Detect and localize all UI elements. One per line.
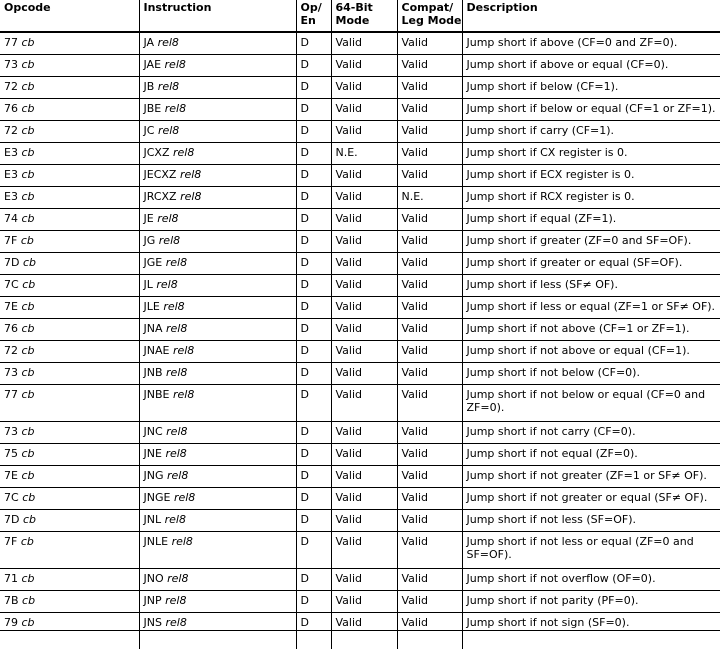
instruction-cell: [139, 591, 296, 613]
mnemonic: JC: [144, 124, 155, 137]
table-row: [0, 532, 720, 569]
mnemonic: JB: [144, 80, 155, 93]
mnemonic: JG: [144, 234, 156, 247]
operand: rel8: [159, 234, 180, 247]
opcode-byte: 72: [4, 80, 18, 93]
opcode-byte: 72: [4, 124, 18, 137]
table-row: [0, 422, 720, 444]
opcode-byte: 7C: [4, 278, 19, 291]
op-en-cell: D: [296, 532, 331, 569]
instruction-cell: [139, 488, 296, 510]
instruction-cell: [139, 532, 296, 569]
opcode-byte: 77: [4, 36, 18, 49]
opcode-cell: [0, 569, 139, 591]
mnemonic: JLE: [144, 300, 160, 313]
opcode-cell: [0, 143, 139, 165]
table-row: [0, 297, 720, 319]
op-en-cell: D: [296, 422, 331, 444]
description-cell: Jump short if not below (CF=0).: [462, 363, 720, 385]
op-en-cell: D: [296, 510, 331, 532]
description-cell: Jump short if above (CF=0 and ZF=0).: [462, 32, 720, 55]
op-en-cell: D: [296, 341, 331, 363]
op-en-cell: D: [296, 275, 331, 297]
mnemonic: JNL: [144, 513, 162, 526]
operand: rel8: [166, 322, 187, 335]
mode64-cell: Valid: [331, 209, 397, 231]
mode64-cell: Valid: [331, 231, 397, 253]
opcode-cell: [0, 422, 139, 444]
compat-cell: Valid: [397, 275, 462, 297]
opcode-cell: [0, 253, 139, 275]
mode64-cell: Valid: [331, 165, 397, 187]
compat-cell: Valid: [397, 231, 462, 253]
instruction-cell: [139, 253, 296, 275]
opcode-cell: [0, 32, 139, 55]
compat-cell: Valid: [397, 591, 462, 613]
compat-cell: Valid: [397, 444, 462, 466]
opcode-imm: cb: [21, 234, 34, 247]
table-row: [0, 253, 720, 275]
opcode-cell: [0, 99, 139, 121]
table-row: [0, 165, 720, 187]
opcode-imm: cb: [22, 36, 35, 49]
operand: rel8: [174, 491, 195, 504]
compat-cell: Valid: [397, 385, 462, 422]
table-row: [0, 488, 720, 510]
instruction-cell: [139, 32, 296, 55]
description-cell: Jump short if less (SF≠ OF).: [462, 275, 720, 297]
opcode-cell: [0, 187, 139, 209]
opcode-byte: 7D: [4, 256, 19, 269]
opcode-imm: cb: [22, 278, 35, 291]
description-cell: Jump short if RCX register is 0.: [462, 187, 720, 209]
instruction-cell: [139, 510, 296, 532]
mnemonic: JNAE: [144, 344, 170, 357]
mnemonic: JNA: [144, 322, 163, 335]
mode64-cell: Valid: [331, 341, 397, 363]
operand: rel8: [158, 36, 179, 49]
table-row: [0, 444, 720, 466]
mode64-cell: Valid: [331, 121, 397, 143]
opcode-byte: 73: [4, 58, 18, 71]
compat-cell: Valid: [397, 510, 462, 532]
instruction-cell: [139, 143, 296, 165]
opcode-byte: 72: [4, 344, 18, 357]
instruction-cell: [139, 341, 296, 363]
mode64-cell: Valid: [331, 569, 397, 591]
op-en-cell: D: [296, 231, 331, 253]
operand: rel8: [165, 447, 186, 460]
description-cell: Jump short if CX register is 0.: [462, 143, 720, 165]
compat-cell: Valid: [397, 488, 462, 510]
mnemonic: JNO: [144, 572, 164, 585]
opcode-cell: [0, 275, 139, 297]
operand: rel8: [158, 80, 179, 93]
mnemonic: JA: [144, 36, 155, 49]
table-row: [0, 385, 720, 422]
op-en-cell: D: [296, 385, 331, 422]
op-en-cell: D: [296, 297, 331, 319]
table-row: [0, 121, 720, 143]
instruction-cell: [139, 275, 296, 297]
opcode-byte: 7D: [4, 513, 19, 526]
mnemonic: JBE: [144, 102, 162, 115]
header-op-en: Op/ En: [296, 0, 331, 32]
opcode-imm: cb: [22, 388, 35, 401]
mode64-cell: Valid: [331, 363, 397, 385]
operand: rel8: [180, 190, 201, 203]
op-en-cell: D: [296, 319, 331, 341]
operand: rel8: [173, 344, 194, 357]
opcode-imm: cb: [22, 447, 35, 460]
opcode-cell: [0, 363, 139, 385]
mnemonic: JRCXZ: [144, 190, 177, 203]
op-en-cell: D: [296, 143, 331, 165]
instruction-cell: [139, 385, 296, 422]
opcode-imm: cb: [22, 616, 35, 629]
description-cell: Jump short if less or equal (ZF=1 or SF≠ OF).: [462, 297, 720, 319]
description-cell: Jump short if not carry (CF=0).: [462, 422, 720, 444]
opcode-byte: 7E: [4, 300, 18, 313]
description-cell: Jump short if not above (CF=1 or ZF=1).: [462, 319, 720, 341]
opcode-imm: cb: [23, 256, 36, 269]
instruction-cell: [139, 422, 296, 444]
op-en-cell: D: [296, 569, 331, 591]
mnemonic: JECXZ: [144, 168, 177, 181]
mnemonic: JNP: [144, 594, 162, 607]
opcode-imm: cb: [21, 168, 34, 181]
description-cell: Jump short if greater or equal (SF=OF).: [462, 253, 720, 275]
mnemonic: JNB: [144, 366, 163, 379]
operand: rel8: [165, 616, 186, 629]
instruction-cell: [139, 187, 296, 209]
table-row: [0, 319, 720, 341]
instruction-cell: [139, 209, 296, 231]
compat-cell: Valid: [397, 319, 462, 341]
operand: rel8: [165, 594, 186, 607]
opcode-byte: 73: [4, 425, 18, 438]
mode64-cell: Valid: [331, 275, 397, 297]
opcode-byte: 74: [4, 212, 18, 225]
opcode-imm: cb: [22, 366, 35, 379]
mode64-cell: Valid: [331, 422, 397, 444]
opcode-imm: cb: [22, 124, 35, 137]
mode64-cell: Valid: [331, 444, 397, 466]
compat-cell: Valid: [397, 77, 462, 99]
operand: rel8: [165, 58, 186, 71]
op-en-cell: D: [296, 591, 331, 613]
table-row: [0, 55, 720, 77]
compat-cell: Valid: [397, 32, 462, 55]
description-cell: Jump short if not less or equal (ZF=0 and SF=OF).: [462, 532, 720, 569]
description-cell: Jump short if not parity (PF=0).: [462, 591, 720, 613]
mnemonic: JE: [144, 212, 154, 225]
opcode-byte: 76: [4, 322, 18, 335]
opcode-byte: 76: [4, 102, 18, 115]
compat-cell: Valid: [397, 143, 462, 165]
mode64-cell: Valid: [331, 319, 397, 341]
opcode-cell: [0, 591, 139, 613]
operand: rel8: [167, 469, 188, 482]
operand: rel8: [163, 300, 184, 313]
compat-cell: Valid: [397, 121, 462, 143]
table-row: [0, 569, 720, 591]
compat-cell: Valid: [397, 55, 462, 77]
opcode-imm: cb: [22, 80, 35, 93]
opcode-imm: cb: [22, 491, 35, 504]
description-cell: Jump short if not equal (ZF=0).: [462, 444, 720, 466]
header-instruction: Instruction: [139, 0, 296, 32]
table-row: [0, 32, 720, 55]
opcode-imm: cb: [21, 146, 34, 159]
opcode-cell: [0, 510, 139, 532]
opcode-cell: [0, 488, 139, 510]
opcode-cell: [0, 231, 139, 253]
operand: rel8: [166, 366, 187, 379]
description-cell: Jump short if not sign (SF=0).: [462, 613, 720, 649]
opcode-cell: [0, 77, 139, 99]
instruction-cell: [139, 363, 296, 385]
opcode-byte: 7C: [4, 491, 19, 504]
table-row: [0, 143, 720, 165]
table-row: [0, 341, 720, 363]
mode64-cell: Valid: [331, 253, 397, 275]
compat-cell: Valid: [397, 363, 462, 385]
opcode-byte: 7E: [4, 469, 18, 482]
description-cell: Jump short if not overflow (OF=0).: [462, 569, 720, 591]
op-en-cell: D: [296, 32, 331, 55]
mode64-cell: Valid: [331, 77, 397, 99]
mnemonic: JNC: [144, 425, 163, 438]
op-en-cell: D: [296, 363, 331, 385]
opcode-imm: cb: [21, 190, 34, 203]
mnemonic: JNLE: [144, 535, 169, 548]
mode64-cell: Valid: [331, 32, 397, 55]
instruction-cell: [139, 77, 296, 99]
op-en-cell: D: [296, 444, 331, 466]
opcode-imm: cb: [22, 322, 35, 335]
operand: rel8: [172, 535, 193, 548]
description-cell: Jump short if equal (ZF=1).: [462, 209, 720, 231]
table-row: [0, 187, 720, 209]
table-row: [0, 77, 720, 99]
header-64bit-mode: 64-Bit Mode: [331, 0, 397, 32]
opcode-cell: [0, 209, 139, 231]
table-row: [0, 275, 720, 297]
mode64-cell: Valid: [331, 488, 397, 510]
mnemonic: JGE: [144, 256, 163, 269]
table-row: [0, 231, 720, 253]
mode64-cell: Valid: [331, 510, 397, 532]
opcode-byte: 75: [4, 447, 18, 460]
description-cell: Jump short if not less (SF=OF).: [462, 510, 720, 532]
opcode-cell: [0, 55, 139, 77]
op-en-cell: D: [296, 488, 331, 510]
op-en-cell: D: [296, 165, 331, 187]
description-cell: Jump short if below (CF=1).: [462, 77, 720, 99]
opcode-imm: cb: [21, 535, 34, 548]
mnemonic: JAE: [144, 58, 162, 71]
opcode-byte: 7F: [4, 535, 17, 548]
op-en-cell: D: [296, 99, 331, 121]
mnemonic: JL: [144, 278, 153, 291]
mnemonic: JNS: [144, 616, 162, 629]
instruction-cell: [139, 99, 296, 121]
op-en-cell: D: [296, 209, 331, 231]
opcode-byte: E3: [4, 190, 18, 203]
mnemonic: JNBE: [144, 388, 170, 401]
opcode-imm: cb: [23, 513, 36, 526]
mode64-cell: Valid: [331, 99, 397, 121]
mode64-cell: Valid: [331, 613, 397, 649]
operand: rel8: [158, 124, 179, 137]
compat-cell: Valid: [397, 466, 462, 488]
mnemonic: JNE: [144, 447, 162, 460]
description-cell: Jump short if below or equal (CF=1 or ZF=1).: [462, 99, 720, 121]
compat-cell: N.E.: [397, 187, 462, 209]
opcode-imm: cb: [21, 469, 34, 482]
op-en-cell: D: [296, 466, 331, 488]
mode64-cell: Valid: [331, 385, 397, 422]
opcode-imm: cb: [21, 300, 34, 313]
opcode-imm: cb: [22, 102, 35, 115]
description-cell: Jump short if not below or equal (CF=0 and ZF=0).: [462, 385, 720, 422]
op-en-cell: D: [296, 187, 331, 209]
mode64-cell: Valid: [331, 55, 397, 77]
opcode-byte: 7F: [4, 234, 17, 247]
compat-cell: Valid: [397, 569, 462, 591]
compat-cell: Valid: [397, 165, 462, 187]
instruction-cell: [139, 297, 296, 319]
opcode-cell: [0, 121, 139, 143]
compat-cell: Valid: [397, 297, 462, 319]
opcode-cell: [0, 444, 139, 466]
opcode-imm: cb: [22, 425, 35, 438]
opcode-imm: cb: [22, 58, 35, 71]
header-description: Description: [462, 0, 720, 32]
op-en-cell: D: [296, 613, 331, 649]
operand: rel8: [173, 146, 194, 159]
instruction-cell: [139, 444, 296, 466]
opcode-imm: cb: [22, 344, 35, 357]
opcode-byte: 79: [4, 616, 18, 629]
mode64-cell: N.E.: [331, 143, 397, 165]
description-cell: Jump short if greater (ZF=0 and SF=OF).: [462, 231, 720, 253]
compat-cell: Valid: [397, 253, 462, 275]
description-cell: Jump short if above or equal (CF=0).: [462, 55, 720, 77]
mnemonic: JCXZ: [144, 146, 170, 159]
opcode-byte: E3: [4, 168, 18, 181]
operand: rel8: [180, 168, 201, 181]
description-cell: Jump short if not above or equal (CF=1).: [462, 341, 720, 363]
opcode-byte: 71: [4, 572, 18, 585]
compat-cell: Valid: [397, 209, 462, 231]
table-row: [0, 510, 720, 532]
opcode-imm: cb: [22, 594, 35, 607]
opcode-imm: cb: [22, 212, 35, 225]
instruction-cell: [139, 466, 296, 488]
operand: rel8: [166, 256, 187, 269]
mode64-cell: Valid: [331, 591, 397, 613]
opcode-cell: [0, 165, 139, 187]
compat-cell: Valid: [397, 99, 462, 121]
instruction-cell: [139, 231, 296, 253]
mode64-cell: Valid: [331, 532, 397, 569]
description-cell: Jump short if not greater or equal (SF≠ OF).: [462, 488, 720, 510]
header-opcode: Opcode: [0, 0, 139, 32]
operand: rel8: [173, 388, 194, 401]
opcode-byte: 73: [4, 366, 18, 379]
description-cell: Jump short if not greater (ZF=1 or SF≠ OF).: [462, 466, 720, 488]
opcode-cell: [0, 341, 139, 363]
operand: rel8: [167, 572, 188, 585]
op-en-cell: D: [296, 121, 331, 143]
opcode-cell: [0, 385, 139, 422]
description-cell: Jump short if ECX register is 0.: [462, 165, 720, 187]
mode64-cell: Valid: [331, 466, 397, 488]
mode64-cell: Valid: [331, 297, 397, 319]
operand: rel8: [157, 212, 178, 225]
operand: rel8: [166, 425, 187, 438]
compat-cell: Valid: [397, 532, 462, 569]
opcode-byte: E3: [4, 146, 18, 159]
instruction-cell: [139, 165, 296, 187]
table-row: [0, 363, 720, 385]
opcode-cell: [0, 319, 139, 341]
opcode-imm: cb: [22, 572, 35, 585]
opcode-cell: [0, 297, 139, 319]
operand: rel8: [156, 278, 177, 291]
mnemonic: JNG: [144, 469, 164, 482]
opcode-byte: 7B: [4, 594, 19, 607]
opcode-byte: 77: [4, 388, 18, 401]
op-en-cell: D: [296, 55, 331, 77]
instruction-cell: [139, 569, 296, 591]
mnemonic: JNGE: [144, 491, 171, 504]
table-row: [0, 99, 720, 121]
operand: rel8: [165, 102, 186, 115]
opcode-cell: [0, 466, 139, 488]
opcode-cell: [0, 532, 139, 569]
op-en-cell: D: [296, 77, 331, 99]
operand: rel8: [165, 513, 186, 526]
op-en-cell: D: [296, 253, 331, 275]
mode64-cell: Valid: [331, 187, 397, 209]
compat-cell: Valid: [397, 422, 462, 444]
next-row-partial: [0, 630, 720, 635]
instruction-cell: [139, 121, 296, 143]
table-row: [0, 466, 720, 488]
instruction-cell: [139, 55, 296, 77]
compat-cell: Valid: [397, 341, 462, 363]
table-row: [0, 209, 720, 231]
table-row: [0, 591, 720, 613]
compat-cell: Valid: [397, 613, 462, 649]
description-cell: Jump short if carry (CF=1).: [462, 121, 720, 143]
header-row: [0, 0, 720, 32]
header-compat-mode: Compat/ Leg Mode: [397, 0, 462, 32]
instruction-cell: [139, 319, 296, 341]
